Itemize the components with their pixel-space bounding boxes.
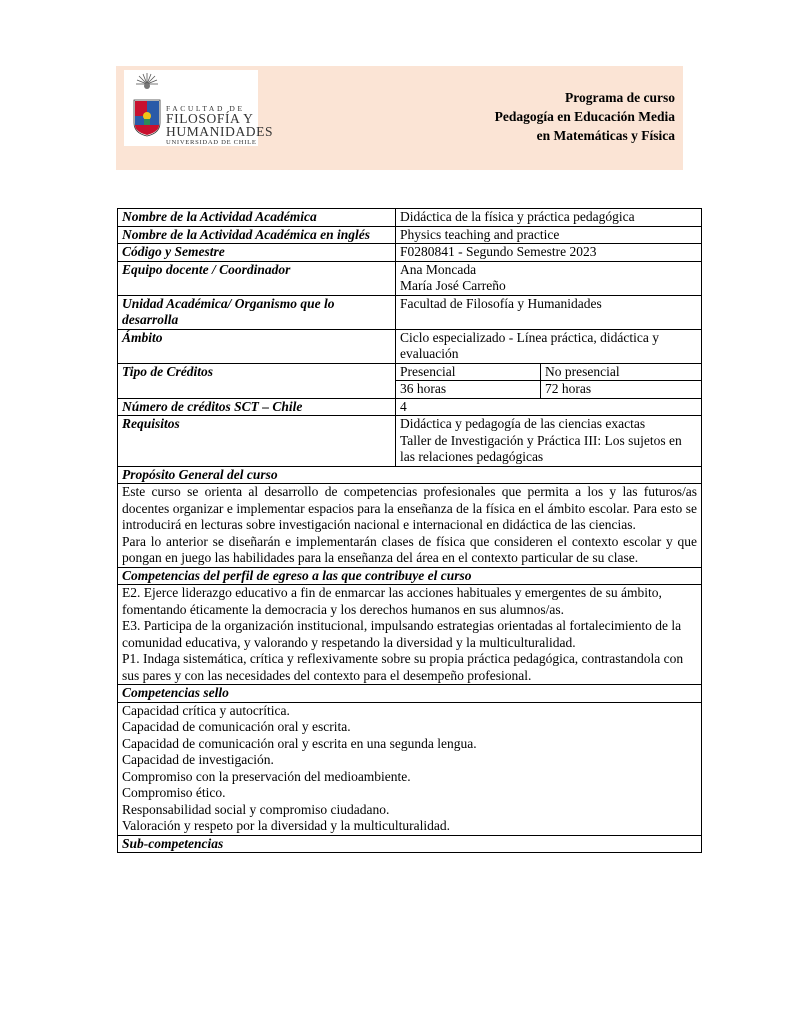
table-row	[118, 363, 702, 381]
requirement-1: Didáctica y pedagogía de las ciencias exactas	[400, 416, 646, 431]
section-body-row	[118, 484, 702, 568]
section-heading-row	[118, 835, 702, 853]
row-label: Nombre de la Actividad Académica en inglés	[118, 226, 396, 244]
row-value	[396, 261, 702, 295]
credit-type-no-presencial: No presencial	[541, 363, 702, 381]
title-line-1: Programa de curso	[565, 90, 675, 105]
list-item: Capacidad crítica y autocrítica.	[122, 702, 290, 718]
table-row	[118, 329, 702, 363]
table-row	[118, 209, 702, 227]
table-row	[118, 295, 702, 329]
row-label: Requisitos	[118, 416, 396, 467]
title-line-3: en Matemáticas y Física	[536, 128, 675, 143]
row-value: Ciclo especializado - Línea práctica, didáctica y evaluación	[396, 329, 702, 363]
row-value: Facultad de Filosofía y Humanidades	[396, 295, 702, 329]
row-label: Tipo de Créditos	[118, 363, 396, 398]
table-row	[118, 226, 702, 244]
row-label: Unidad Académica/ Organismo que lo desarrolla	[118, 295, 396, 329]
course-info-table	[117, 208, 702, 853]
list-item: E2. Ejerce liderazgo educativo a fin de enmarcar las acciones habituales y emergentes de su ámbito, fomentando éticamente la democracia y los derechos humanos en sus alumnos/as.	[122, 585, 662, 617]
row-value: F0280841 - Segundo Semestre 2023	[396, 244, 702, 262]
list-item: P1. Indaga sistemática, crítica y reflexivamente sobre su propia práctica pedagógica, contrastandola con sus pares y con las necesidades del contexto para el desempeño profesional.	[122, 651, 684, 683]
section-heading-row	[118, 567, 702, 585]
faculty-logo	[124, 70, 274, 146]
row-value	[396, 416, 702, 467]
list-item: Capacidad de comunicación oral y escrita en una segunda lengua.	[122, 735, 477, 751]
logo-line-3: HUMANIDADES	[166, 124, 274, 139]
row-label: Código y Semestre	[118, 244, 396, 262]
list-item: Responsabilidad social y compromiso ciudadano.	[122, 801, 390, 817]
credit-type-presencial: Presencial	[396, 363, 541, 381]
program-title	[495, 88, 675, 145]
table-row	[118, 398, 702, 416]
logo-line-1: FACULTAD DE	[166, 104, 245, 113]
seal-competencies-heading: Competencias sello	[118, 685, 702, 703]
document-header	[116, 66, 683, 170]
sun-rays-icon	[135, 72, 159, 96]
section-body-row	[118, 702, 702, 835]
row-value: Didáctica de la física y práctica pedagógica	[396, 209, 702, 227]
row-label: Número de créditos SCT – Chile	[118, 398, 396, 416]
title-line-2: Pedagogía en Educación Media	[494, 109, 675, 124]
requirement-2: Taller de Investigación y Práctica III: Los sujetos en las relaciones pedagógicas	[400, 432, 682, 464]
list-item: Valoración y respeto por la diversidad y la multiculturalidad.	[122, 818, 451, 833]
list-item: Compromiso ético.	[122, 785, 226, 800]
table-row	[118, 244, 702, 262]
row-label: Nombre de la Actividad Académica	[118, 209, 396, 227]
list-item: Compromiso con la preservación del medioambiente.	[122, 768, 411, 784]
purpose-body	[118, 484, 702, 568]
logo-line-4: UNIVERSIDAD DE CHILE	[166, 139, 257, 146]
row-value: 4	[396, 398, 702, 416]
no-presencial-hours: 72 horas	[541, 381, 702, 399]
table-row	[118, 261, 702, 295]
section-body-row	[118, 585, 702, 685]
section-heading-row	[118, 685, 702, 703]
purpose-paragraph-2: Para lo anterior se diseñarán e implementarán clases de física que consideren el contexto escolar y que pongan en juego las habilidades para la enseñanza del área en el contexto particular de su clase.	[122, 533, 697, 565]
logo-line-2: FILOSOFÍA Y	[166, 111, 254, 126]
table-row	[118, 416, 702, 467]
teacher-1: Ana Moncada	[400, 261, 477, 277]
presencial-hours: 36 horas	[396, 381, 541, 399]
profile-competencies-heading: Competencias del perfil de egreso a las que contribuye el curso	[118, 567, 702, 585]
profile-competencies-body	[118, 585, 702, 685]
row-label: Equipo docente / Coordinador	[118, 261, 396, 295]
sub-competencies-heading: Sub-competencias	[118, 835, 702, 853]
row-label: Ámbito	[118, 329, 396, 363]
section-heading-row	[118, 466, 702, 484]
purpose-heading: Propósito General del curso	[118, 466, 702, 484]
row-value: Physics teaching and practice	[396, 226, 702, 244]
list-item: Capacidad de comunicación oral y escrita.	[122, 719, 351, 734]
list-item: E3. Participa de la organización institucional, impulsando estrategias orientadas al fortalecimiento de la comunidad educativa, y valorando y respetando la diversidad y la multiculturalidad.	[122, 618, 682, 650]
seal-competencies-body	[118, 702, 702, 835]
university-shield-icon	[133, 99, 161, 137]
list-item: Capacidad de investigación.	[122, 752, 274, 767]
purpose-paragraph-1: Este curso se orienta al desarrollo de competencias profesionales que permita a los y las futuros/as docentes organizar e implementar espacios para la enseñanza de la física en el ámbito escolar. Para esto se introducirá en lecturas sobre investigación nacional e internacional en didáctica de las ciencias.	[122, 484, 697, 532]
teacher-2: María José Carreño	[400, 278, 506, 293]
